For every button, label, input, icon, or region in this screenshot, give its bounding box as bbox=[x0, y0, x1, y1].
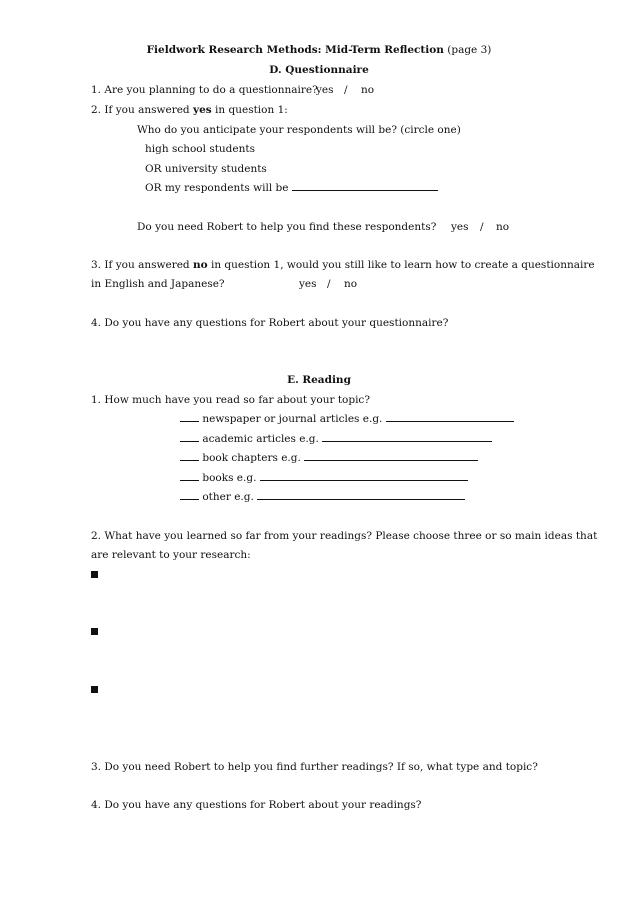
d-q2-choice-no[interactable]: no bbox=[496, 221, 510, 233]
e-reading-item bbox=[180, 490, 465, 504]
e-q2-line2: are relevant to your research: bbox=[91, 549, 251, 561]
e-item-example-blank[interactable] bbox=[322, 432, 492, 442]
d-q3-sep: / bbox=[327, 278, 331, 290]
d-q2-sep: / bbox=[480, 221, 484, 233]
e-item-count-blank[interactable] bbox=[180, 490, 199, 500]
d-q2-post: in question 1: bbox=[211, 104, 288, 116]
page-number: (page 3) bbox=[447, 44, 492, 56]
bullet-square-icon bbox=[91, 571, 98, 578]
e-item-label: books e.g. bbox=[202, 472, 257, 484]
d-q3-post: in question 1, would you still like to learn how to create a questionnaire bbox=[207, 259, 595, 271]
d-q1-choice-yes[interactable]: yes bbox=[316, 84, 334, 96]
section-e-title: E. Reading bbox=[287, 374, 351, 386]
d-q2 bbox=[91, 103, 288, 117]
bullet-square-icon bbox=[91, 628, 98, 635]
e-item-example-blank[interactable] bbox=[386, 412, 514, 422]
d-q4: 4. Do you have any questions for Robert about your questionnaire? bbox=[91, 317, 449, 329]
e-item-example-blank[interactable] bbox=[304, 451, 478, 461]
e-item-label: book chapters e.g. bbox=[202, 452, 301, 464]
e-item-count-blank[interactable] bbox=[180, 471, 199, 481]
e-reading-item bbox=[180, 471, 468, 485]
e-q3: 3. Do you need Robert to help you find further readings? If so, what type and topic? bbox=[91, 761, 538, 773]
e-reading-item bbox=[180, 412, 514, 426]
e-q4: 4. Do you have any questions for Robert about your readings? bbox=[91, 799, 422, 811]
d-q2-option-other[interactable] bbox=[145, 181, 438, 195]
e-item-example-blank[interactable] bbox=[257, 490, 465, 500]
e-q1: 1. How much have you read so far about your topic? bbox=[91, 394, 370, 406]
d-q1-choice-no[interactable]: no bbox=[361, 84, 375, 96]
d-q2-bold: yes bbox=[193, 104, 212, 116]
d-q2-option-other-label: OR my respondents will be bbox=[145, 182, 289, 194]
e-item-label: newspaper or journal articles e.g. bbox=[202, 413, 383, 425]
e-q2-line1: 2. What have you learned so far from your readings? Please choose three or so main ideas that bbox=[91, 530, 598, 542]
d-q1-sep: / bbox=[344, 84, 348, 96]
e-item-example-blank[interactable] bbox=[260, 471, 468, 481]
document-header bbox=[0, 43, 638, 57]
e-reading-item bbox=[180, 451, 478, 465]
d-q2-who: Who do you anticipate your respondents will be? (circle one) bbox=[137, 124, 461, 136]
section-d-title: D. Questionnaire bbox=[269, 64, 369, 76]
d-q3-choice-no[interactable]: no bbox=[344, 278, 358, 290]
d-q2-pre: 2. If you answered bbox=[91, 104, 193, 116]
d-q3-pre: 3. If you answered bbox=[91, 259, 193, 271]
d-q3 bbox=[91, 258, 595, 272]
e-item-label: academic articles e.g. bbox=[202, 433, 319, 445]
e-item-label: other e.g. bbox=[202, 491, 254, 503]
e-item-count-blank[interactable] bbox=[180, 451, 199, 461]
d-q3-line2: in English and Japanese? bbox=[91, 278, 225, 290]
d-q1-text: 1. Are you planning to do a questionnaire? bbox=[91, 84, 318, 96]
e-item-count-blank[interactable] bbox=[180, 432, 199, 442]
d-q1 bbox=[91, 83, 318, 97]
d-q3-bold: no bbox=[193, 259, 208, 271]
d-q2-option-high-school[interactable]: high school students bbox=[145, 143, 255, 155]
d-q2-option-university[interactable]: OR university students bbox=[145, 163, 267, 175]
document-title: Fieldwork Research Methods: Mid-Term Reflection bbox=[146, 44, 444, 56]
bullet-square-icon bbox=[91, 686, 98, 693]
d-q2-choice-yes[interactable]: yes bbox=[451, 221, 469, 233]
e-item-count-blank[interactable] bbox=[180, 412, 199, 422]
d-q2-other-blank[interactable] bbox=[292, 181, 438, 191]
d-q3-choice-yes[interactable]: yes bbox=[299, 278, 317, 290]
e-reading-item bbox=[180, 432, 492, 446]
d-q2-help: Do you need Robert to help you find these respondents? bbox=[137, 221, 437, 233]
